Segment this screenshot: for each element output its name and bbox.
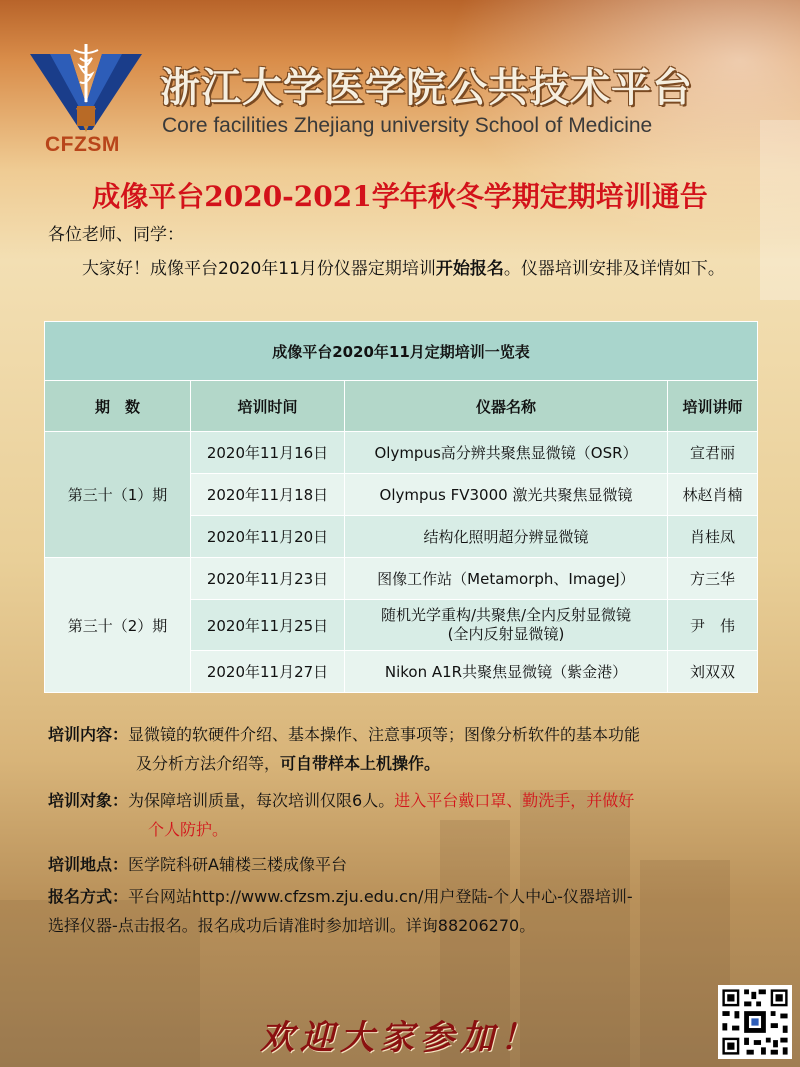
item-warning: 进入平台戴口罩、勤洗手，并做好	[394, 791, 635, 810]
notice-title: 成像平台2020-2021学年秋冬学期定期培训通告	[92, 180, 708, 213]
date-cell: 2020年11月27日	[191, 651, 345, 693]
table-row	[45, 558, 758, 600]
date-cell: 2020年11月20日	[191, 516, 345, 558]
item-text: 为保障培训质量，每次培训仅限6人。	[128, 791, 395, 810]
qr-code-icon	[718, 985, 792, 1059]
period-cell: 第三十（1）期	[45, 432, 191, 558]
date-cell: 2020年11月16日	[191, 432, 345, 474]
instrument-cell: Nikon A1R共聚焦显微镜（紫金港）	[345, 651, 668, 693]
training-schedule-table	[44, 321, 758, 693]
instrument-cell: Olympus FV3000 激光共聚焦显微镜	[345, 474, 668, 516]
date-cell: 2020年11月23日	[191, 558, 345, 600]
intro-emphasis: 开始报名	[435, 259, 504, 279]
period-cell: 第三十（2）期	[45, 558, 191, 693]
item-warning: 个人防护。	[148, 820, 229, 839]
cfzsm-logo-icon	[30, 44, 142, 134]
intro-paragraph	[48, 255, 760, 284]
item-emphasis: 可自带样本上机操作。	[280, 754, 441, 773]
instrument-cell	[345, 600, 668, 651]
page-subtitle: Core facilities Zhejiang university School of Medicine	[162, 114, 653, 137]
column-header: 期 数	[45, 381, 191, 432]
column-header: 培训讲师	[668, 381, 758, 432]
intro-text: 。仪器培训安排及详情如下。	[503, 259, 725, 279]
instrument-cell: 结构化照明超分辨显微镜	[345, 516, 668, 558]
table-row	[45, 432, 758, 474]
target-item	[48, 786, 634, 844]
item-text: 及分析方法介绍等，	[136, 754, 281, 773]
table-caption: 成像平台2020年11月定期培训一览表	[45, 322, 758, 381]
column-header: 仪器名称	[345, 381, 668, 432]
logo-text: CFZSM	[45, 133, 120, 156]
content-item	[48, 720, 640, 778]
column-header: 培训时间	[191, 381, 345, 432]
greeting: 各位老师、同学：	[48, 225, 184, 245]
item-label: 报名方式：	[48, 887, 129, 906]
welcome-banner: 欢迎大家参加！	[260, 1018, 540, 1058]
trainer-cell: 宣君丽	[668, 432, 758, 474]
intro-text: 大家好！成像平台2020年11月份仪器定期培训	[82, 259, 436, 279]
page-title: 浙江大学医学院公共技术平台	[160, 65, 693, 111]
trainer-cell: 刘双双	[668, 651, 758, 693]
instrument-cell: Olympus高分辨共聚焦显微镜（OSR）	[345, 432, 668, 474]
location-item	[48, 850, 347, 879]
instrument-line: 随机光学重构/共聚焦/全内反射显微镜	[380, 606, 632, 624]
item-text: 选择仪器-点击报名。报名成功后请准时参加培训。详询88206270。	[48, 916, 536, 935]
item-label: 培训对象：	[48, 791, 129, 810]
item-text: 医学院科研A辅楼三楼成像平台	[128, 855, 347, 874]
signup-item	[48, 882, 633, 940]
item-text: 显微镜的软硬件介绍、基本操作、注意事项等；图像分析软件的基本功能	[128, 725, 641, 744]
item-label: 培训内容：	[48, 725, 129, 744]
instrument-cell: 图像工作站（Metamorph、ImageJ）	[345, 558, 668, 600]
date-cell: 2020年11月25日	[191, 600, 345, 651]
item-text: 平台网站http://www.cfzsm.zju.edu.cn/用户登陆-个人中心-仪器培训-	[128, 887, 633, 906]
trainer-cell: 林赵肖楠	[668, 474, 758, 516]
trainer-cell: 方三华	[668, 558, 758, 600]
instrument-line: (全内反射显微镜)	[447, 625, 565, 643]
trainer-cell: 肖桂凤	[668, 516, 758, 558]
item-label: 培训地点：	[48, 855, 129, 874]
trainer-cell: 尹 伟	[668, 600, 758, 651]
date-cell: 2020年11月18日	[191, 474, 345, 516]
